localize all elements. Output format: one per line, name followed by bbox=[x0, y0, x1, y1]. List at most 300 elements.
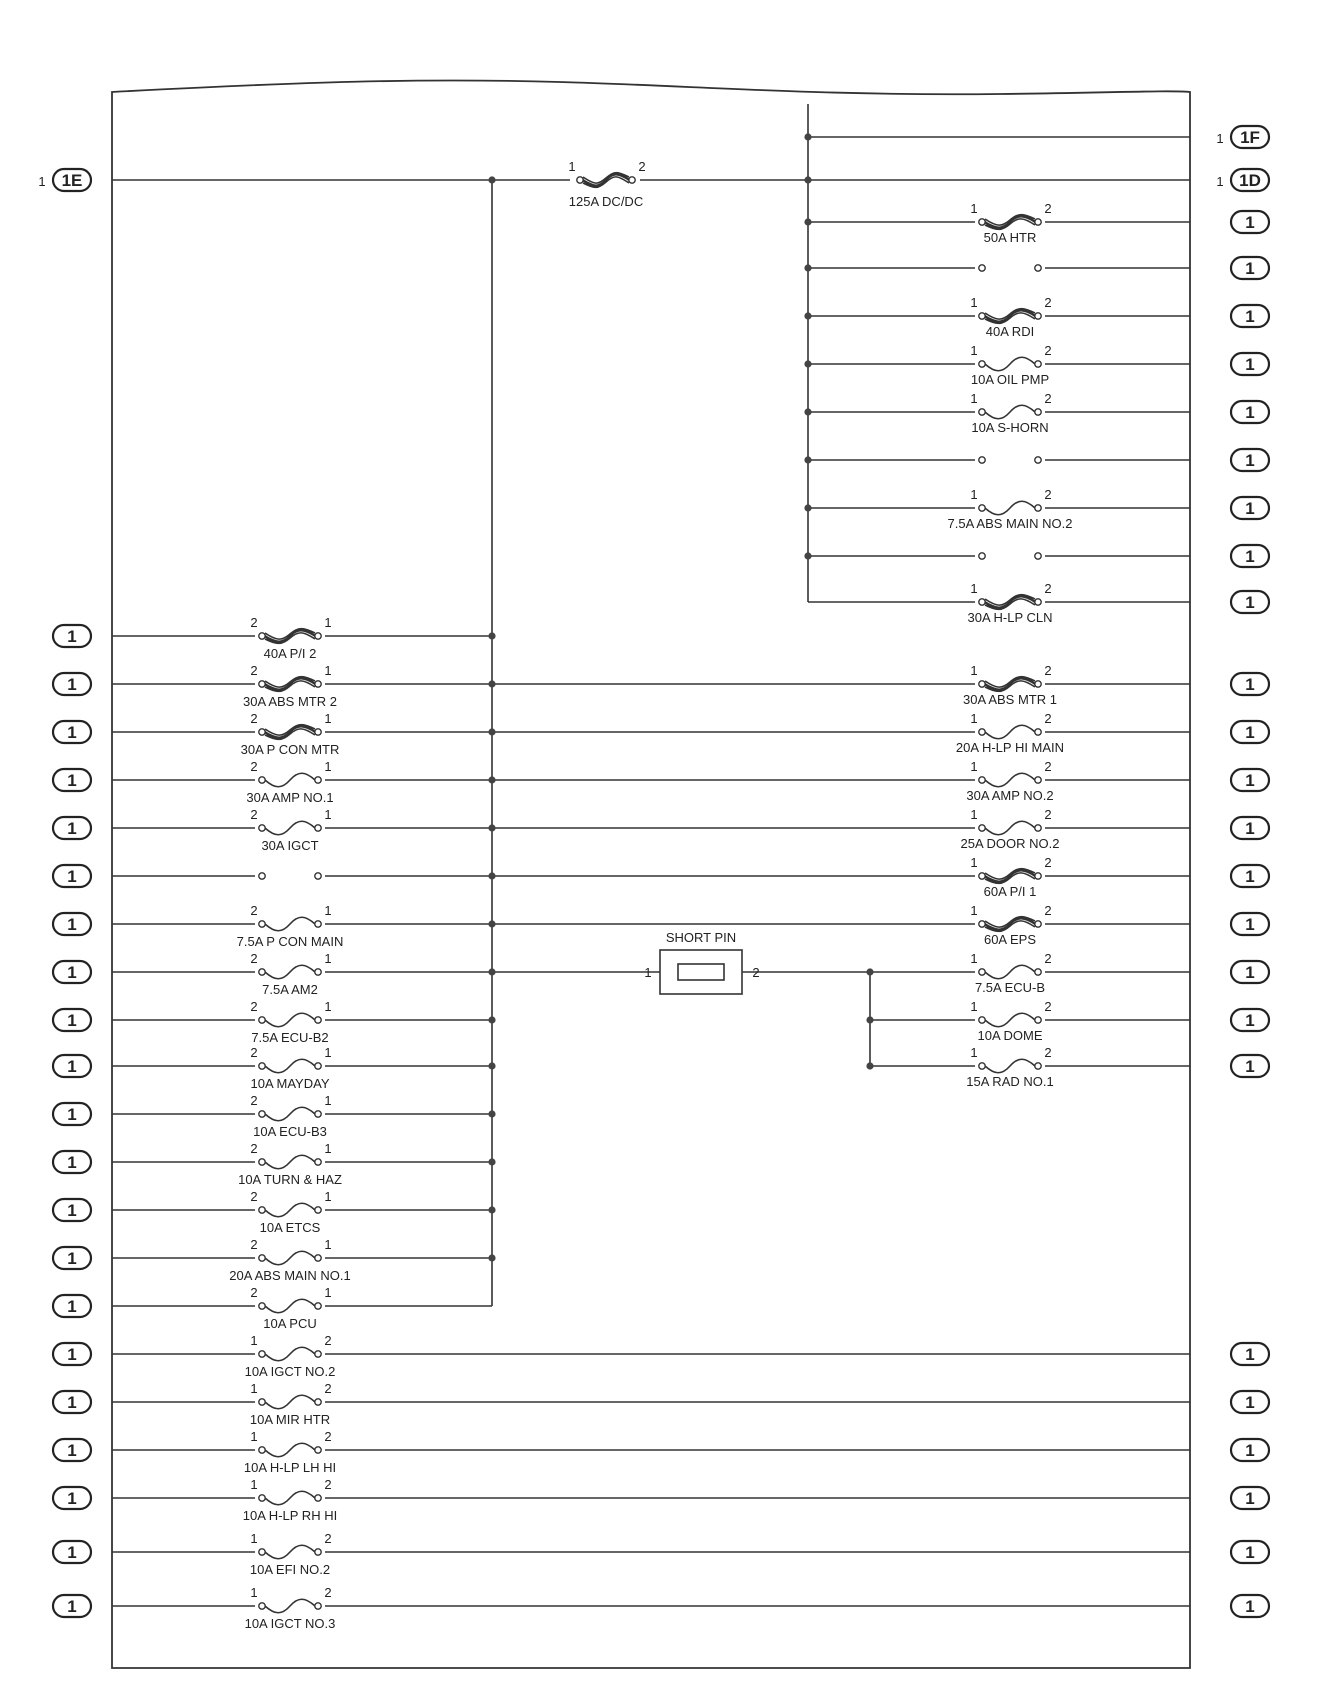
terminal bbox=[979, 553, 985, 559]
junction-dot bbox=[488, 824, 495, 831]
connector-number: 1 bbox=[67, 1201, 77, 1220]
fuse-icon-strand bbox=[985, 919, 1035, 930]
connector-number: 1 bbox=[67, 1543, 77, 1562]
fuse-pin-right: 1 bbox=[324, 759, 332, 774]
fuse-pin-right: 2 bbox=[1044, 903, 1052, 918]
fuse-pin-right: 2 bbox=[1044, 487, 1052, 502]
connector-number: 1 bbox=[1245, 963, 1255, 982]
junction-dot bbox=[488, 968, 495, 975]
fuse-label: 10A IGCT NO.2 bbox=[244, 1364, 336, 1379]
terminal bbox=[1035, 729, 1041, 735]
terminal bbox=[315, 681, 321, 687]
fuse-label: 7.5A ABS MAIN NO.2 bbox=[947, 516, 1073, 531]
terminal bbox=[259, 1063, 265, 1069]
fuse-pin-left: 1 bbox=[250, 1333, 258, 1348]
fuse-pin-right: 1 bbox=[324, 1141, 332, 1156]
fuse-pin-right: 2 bbox=[324, 1531, 332, 1546]
fuse-pin-right: 2 bbox=[1044, 855, 1052, 870]
terminal bbox=[259, 873, 265, 879]
fuse-pin-right: 1 bbox=[324, 1285, 332, 1300]
fuse-pin-right: 1 bbox=[324, 615, 332, 630]
connector-pin-number: 1 bbox=[1216, 174, 1224, 189]
fuse-icon bbox=[985, 965, 1035, 979]
fuse-label: 30A ABS MTR 2 bbox=[243, 694, 337, 709]
connector-number: 1 bbox=[67, 1011, 77, 1030]
terminal bbox=[979, 1017, 985, 1023]
connector-number: 1 bbox=[67, 1057, 77, 1076]
fuse-icon bbox=[265, 1395, 315, 1409]
fuse-pin-left: 2 bbox=[250, 807, 258, 822]
junction-dot bbox=[488, 1254, 495, 1261]
terminal bbox=[979, 777, 985, 783]
fuse-label: 20A ABS MAIN NO.1 bbox=[229, 1268, 351, 1283]
terminal bbox=[259, 633, 265, 639]
connector-number: 1 bbox=[1245, 1489, 1255, 1508]
fuse-pin-left: 1 bbox=[970, 711, 978, 726]
connector-number: 1F bbox=[1240, 128, 1260, 147]
fuse-pin-right: 2 bbox=[1044, 1045, 1052, 1060]
connector-number: 1 bbox=[1245, 259, 1255, 278]
terminal bbox=[979, 921, 985, 927]
connector-number: 1 bbox=[67, 1597, 77, 1616]
terminal bbox=[315, 1603, 321, 1609]
connector-number: 1 bbox=[1245, 355, 1255, 374]
fuse-label: 10A IGCT NO.3 bbox=[244, 1616, 336, 1631]
connector-number: 1 bbox=[1245, 499, 1255, 518]
fuse-pin-left: 1 bbox=[970, 855, 978, 870]
terminal bbox=[259, 1447, 265, 1453]
fuse-icon-strand bbox=[265, 679, 315, 690]
fuse-label: 10A MIR HTR bbox=[249, 1412, 331, 1427]
connector-number: 1 bbox=[1245, 403, 1255, 422]
connector-number: 1 bbox=[67, 1393, 77, 1412]
terminal bbox=[1035, 219, 1041, 225]
terminal bbox=[315, 1063, 321, 1069]
terminal bbox=[1035, 681, 1041, 687]
fuse-pin-left: 2 bbox=[250, 1045, 258, 1060]
connector-number: 1 bbox=[67, 867, 77, 886]
fuse-label: 125A DC/DC bbox=[568, 194, 644, 209]
fuse-pin-right: 1 bbox=[324, 1189, 332, 1204]
fuse-label: 7.5A AM2 bbox=[262, 982, 318, 997]
junction-dot bbox=[488, 680, 495, 687]
junction-dot bbox=[866, 1062, 873, 1069]
connector-number: 1 bbox=[67, 771, 77, 790]
fuse-label: 50A HTR bbox=[983, 230, 1037, 245]
terminal bbox=[1035, 599, 1041, 605]
fuse-icon bbox=[265, 773, 315, 787]
labels bbox=[38, 128, 1260, 1631]
connector-pin-number: 1 bbox=[1216, 131, 1224, 146]
fuse-label: 30A P CON MTR bbox=[240, 742, 340, 757]
connector-number: 1 bbox=[1245, 915, 1255, 934]
connector-number: 1 bbox=[67, 915, 77, 934]
fuse-label: 10A ECU-B3 bbox=[253, 1124, 327, 1139]
connector-number: 1 bbox=[67, 819, 77, 838]
terminal bbox=[315, 1447, 321, 1453]
fuse-label: 10A MAYDAY bbox=[250, 1076, 330, 1091]
fuse-icon-strand bbox=[265, 631, 315, 642]
junction-dot bbox=[804, 176, 811, 183]
connector-number: 1 bbox=[1245, 307, 1255, 326]
short-pin-box bbox=[660, 950, 742, 994]
connector-number: 1 bbox=[67, 1105, 77, 1124]
fuse-label: 60A EPS bbox=[983, 932, 1037, 947]
fuse-label: 60A P/I 1 bbox=[983, 884, 1037, 899]
fuse-pin-left: 2 bbox=[250, 903, 258, 918]
terminal bbox=[259, 1399, 265, 1405]
fuse-pin-right: 2 bbox=[638, 159, 646, 174]
terminal bbox=[1035, 265, 1041, 271]
fuse-pin-right: 1 bbox=[324, 1237, 332, 1252]
fuse-label: 7.5A P CON MAIN bbox=[236, 934, 344, 949]
terminal bbox=[259, 1603, 265, 1609]
fuse-pin-right: 1 bbox=[324, 1045, 332, 1060]
fuse-pin-left: 1 bbox=[970, 999, 978, 1014]
terminal bbox=[315, 729, 321, 735]
connector-number: 1 bbox=[67, 1489, 77, 1508]
fuse-icon bbox=[265, 917, 315, 931]
fuse-icon bbox=[985, 1013, 1035, 1027]
fuse-icon bbox=[265, 1155, 315, 1169]
fuse-pin-left: 1 bbox=[970, 759, 978, 774]
terminal bbox=[315, 777, 321, 783]
fuse-pin-right: 2 bbox=[1044, 999, 1052, 1014]
fuse-label: 40A RDI bbox=[985, 324, 1035, 339]
terminal bbox=[979, 361, 985, 367]
junction-dot bbox=[488, 1016, 495, 1023]
fuse-pin-left: 1 bbox=[250, 1429, 258, 1444]
fuse-icon bbox=[265, 1299, 315, 1313]
connector-number: 1 bbox=[1245, 593, 1255, 612]
fuse-label: 10A ETCS bbox=[259, 1220, 321, 1235]
terminal bbox=[1035, 361, 1041, 367]
fuse-pin-right: 1 bbox=[324, 951, 332, 966]
fuse-label: 10A S-HORN bbox=[971, 420, 1049, 435]
short-pin-label: SHORT PIN bbox=[665, 930, 737, 945]
connector-number: 1 bbox=[1245, 1345, 1255, 1364]
junction-dot bbox=[488, 1110, 495, 1117]
terminal bbox=[979, 681, 985, 687]
fuse-icon bbox=[985, 405, 1035, 419]
terminal bbox=[315, 633, 321, 639]
junction-dot bbox=[488, 920, 495, 927]
terminal bbox=[979, 873, 985, 879]
junction-dot bbox=[488, 776, 495, 783]
connector-number: 1 bbox=[67, 1345, 77, 1364]
terminal bbox=[259, 1351, 265, 1357]
terminal bbox=[1035, 921, 1041, 927]
fuse-icon-strand bbox=[985, 597, 1035, 608]
connector-number: 1 bbox=[1245, 213, 1255, 232]
fuse-icon bbox=[265, 1203, 315, 1217]
terminal bbox=[315, 921, 321, 927]
junction-dot bbox=[804, 264, 811, 271]
fuse-icon bbox=[265, 1443, 315, 1457]
fuse-icon bbox=[265, 1059, 315, 1073]
fuse-label: 40A P/I 2 bbox=[263, 646, 317, 661]
connector-number: 1 bbox=[1245, 1393, 1255, 1412]
fuse-pin-left: 2 bbox=[250, 1093, 258, 1108]
fuse-pin-left: 2 bbox=[250, 951, 258, 966]
fuse-icon-strand bbox=[985, 217, 1035, 228]
fuse-label: 7.5A ECU-B2 bbox=[251, 1030, 329, 1045]
connector-number: 1D bbox=[1239, 171, 1261, 190]
connector-number: 1 bbox=[1245, 547, 1255, 566]
fuse-pin-left: 1 bbox=[970, 343, 978, 358]
fuse-icon bbox=[265, 821, 315, 835]
fuse-pin-left: 1 bbox=[970, 951, 978, 966]
junction-dot bbox=[488, 632, 495, 639]
terminal bbox=[315, 1351, 321, 1357]
fuse-label: 30A H-LP CLN bbox=[967, 610, 1053, 625]
terminal bbox=[1035, 505, 1041, 511]
terminal bbox=[259, 921, 265, 927]
connector-number: 1 bbox=[67, 627, 77, 646]
fuse-pin-left: 2 bbox=[250, 759, 258, 774]
fuse-pin-right: 2 bbox=[324, 1477, 332, 1492]
fuse-icon bbox=[265, 1491, 315, 1505]
terminal bbox=[259, 1159, 265, 1165]
terminal bbox=[1035, 777, 1041, 783]
terminal bbox=[629, 177, 635, 183]
fuse-pin-right: 2 bbox=[1044, 343, 1052, 358]
fuse-label: 25A DOOR NO.2 bbox=[960, 836, 1060, 851]
connector-number: 1 bbox=[1245, 1543, 1255, 1562]
fuse-pin-left: 1 bbox=[970, 1045, 978, 1060]
junction-dot bbox=[488, 1158, 495, 1165]
terminal bbox=[979, 313, 985, 319]
terminal bbox=[1035, 1017, 1041, 1023]
fuse-label: 10A OIL PMP bbox=[970, 372, 1050, 387]
fuse-icon bbox=[265, 1545, 315, 1559]
terminal bbox=[979, 505, 985, 511]
connector-number: 1 bbox=[1245, 819, 1255, 838]
fuse-pin-left: 2 bbox=[250, 615, 258, 630]
connector-number: 1E bbox=[61, 171, 83, 190]
fuse-pin-right: 2 bbox=[324, 1381, 332, 1396]
connector-number: 1 bbox=[1245, 1597, 1255, 1616]
terminal bbox=[315, 1495, 321, 1501]
connector-number: 1 bbox=[1245, 723, 1255, 742]
fuse-pin-left: 1 bbox=[970, 487, 978, 502]
junction-dot bbox=[804, 456, 811, 463]
junction-dot bbox=[488, 728, 495, 735]
junction-dot bbox=[804, 360, 811, 367]
fuse-icon bbox=[985, 1059, 1035, 1073]
fuse-icon-strand bbox=[583, 175, 629, 186]
fuse-label: 10A H-LP LH HI bbox=[243, 1460, 337, 1475]
fuse-icon bbox=[985, 357, 1035, 371]
fuse-icon-strand bbox=[985, 679, 1035, 690]
fuse-icon bbox=[265, 1107, 315, 1121]
fuse-pin-right: 2 bbox=[1044, 951, 1052, 966]
terminal bbox=[1035, 457, 1041, 463]
connector-number: 1 bbox=[67, 723, 77, 742]
junction-dot bbox=[804, 552, 811, 559]
fuse-pin-left: 2 bbox=[250, 1285, 258, 1300]
fuse-pin-right: 1 bbox=[324, 807, 332, 822]
fuse-label: 10A TURN & HAZ bbox=[238, 1172, 342, 1187]
junction-dot bbox=[488, 1062, 495, 1069]
fuse-icon bbox=[985, 773, 1035, 787]
fuse-icon bbox=[265, 1347, 315, 1361]
short-pin-pin-right: 2 bbox=[752, 965, 760, 980]
connector-number: 1 bbox=[1245, 1011, 1255, 1030]
terminal bbox=[259, 1017, 265, 1023]
terminal bbox=[1035, 313, 1041, 319]
terminal bbox=[315, 1303, 321, 1309]
fuse-icon bbox=[265, 965, 315, 979]
junction-dot bbox=[488, 1206, 495, 1213]
fuse-pin-left: 1 bbox=[250, 1585, 258, 1600]
terminal bbox=[1035, 873, 1041, 879]
terminal bbox=[259, 729, 265, 735]
fuse-icon-strand bbox=[985, 311, 1035, 322]
fuse-icon bbox=[265, 1251, 315, 1265]
terminal bbox=[259, 969, 265, 975]
fuse-icon bbox=[265, 1013, 315, 1027]
fuse-label: 30A AMP NO.2 bbox=[966, 788, 1054, 803]
terminal bbox=[259, 1303, 265, 1309]
fuse-label: 10A DOME bbox=[977, 1028, 1043, 1043]
terminal bbox=[1035, 553, 1041, 559]
fuse-pin-right: 1 bbox=[324, 711, 332, 726]
terminal bbox=[1035, 1063, 1041, 1069]
fuse-pin-right: 2 bbox=[1044, 391, 1052, 406]
connector-number: 1 bbox=[1245, 867, 1255, 886]
terminal bbox=[259, 1207, 265, 1213]
components bbox=[53, 126, 1269, 1617]
terminal bbox=[979, 219, 985, 225]
junction-dot bbox=[866, 1016, 873, 1023]
terminal bbox=[259, 825, 265, 831]
fuse-pin-left: 2 bbox=[250, 1189, 258, 1204]
short-pin-pin-left: 1 bbox=[644, 965, 652, 980]
terminal bbox=[315, 1159, 321, 1165]
fuse-pin-left: 2 bbox=[250, 711, 258, 726]
fuse-pin-right: 2 bbox=[1044, 807, 1052, 822]
fuse-pin-left: 1 bbox=[970, 391, 978, 406]
fuse-pin-right: 1 bbox=[324, 1093, 332, 1108]
terminal bbox=[259, 1255, 265, 1261]
fuse-pin-right: 2 bbox=[1044, 295, 1052, 310]
fuse-pin-left: 1 bbox=[250, 1477, 258, 1492]
terminal bbox=[315, 1399, 321, 1405]
fuse-pin-right: 2 bbox=[324, 1585, 332, 1600]
fuse-icon bbox=[985, 501, 1035, 515]
terminal bbox=[979, 729, 985, 735]
terminal bbox=[979, 969, 985, 975]
fuse-label: 30A IGCT bbox=[261, 838, 319, 853]
fuse-pin-left: 1 bbox=[970, 663, 978, 678]
fuse-icon-strand bbox=[265, 727, 315, 738]
fuse-pin-right: 2 bbox=[324, 1333, 332, 1348]
terminal bbox=[979, 825, 985, 831]
terminal bbox=[315, 969, 321, 975]
fuse-label: 10A EFI NO.2 bbox=[249, 1562, 331, 1577]
fuse-label: 10A H-LP RH HI bbox=[242, 1508, 338, 1523]
fuse-pin-left: 1 bbox=[970, 295, 978, 310]
connector-number: 1 bbox=[67, 1249, 77, 1268]
junction-dot bbox=[804, 312, 811, 319]
connector-number: 1 bbox=[1245, 675, 1255, 694]
fuse-pin-right: 2 bbox=[1044, 581, 1052, 596]
terminal bbox=[259, 1549, 265, 1555]
connector-number: 1 bbox=[1245, 771, 1255, 790]
terminal bbox=[315, 825, 321, 831]
terminal bbox=[259, 681, 265, 687]
short-pin-icon bbox=[678, 964, 724, 980]
junction-dot bbox=[804, 504, 811, 511]
fuse-pin-right: 2 bbox=[1044, 201, 1052, 216]
fuse-icon bbox=[265, 1599, 315, 1613]
connector-number: 1 bbox=[1245, 1057, 1255, 1076]
terminal bbox=[315, 1549, 321, 1555]
terminal bbox=[259, 777, 265, 783]
terminal bbox=[1035, 969, 1041, 975]
connector-number: 1 bbox=[67, 1297, 77, 1316]
fuse-pin-right: 2 bbox=[1044, 711, 1052, 726]
fuse-pin-left: 1 bbox=[970, 807, 978, 822]
fuse-pin-right: 1 bbox=[324, 663, 332, 678]
fuse-pin-left: 1 bbox=[970, 581, 978, 596]
terminal bbox=[577, 177, 583, 183]
connector-number: 1 bbox=[1245, 1441, 1255, 1460]
fuse-pin-left: 2 bbox=[250, 1237, 258, 1252]
terminal bbox=[315, 1207, 321, 1213]
fuse-pin-left: 2 bbox=[250, 999, 258, 1014]
terminal bbox=[979, 1063, 985, 1069]
fuse-label: 15A RAD NO.1 bbox=[966, 1074, 1054, 1089]
junction-dot bbox=[804, 218, 811, 225]
junction-dot bbox=[866, 968, 873, 975]
fuse-label: 30A ABS MTR 1 bbox=[963, 692, 1057, 707]
fuse-label: 30A AMP NO.1 bbox=[246, 790, 334, 805]
fuse-pin-left: 1 bbox=[568, 159, 576, 174]
junction-dot bbox=[488, 176, 495, 183]
terminal bbox=[979, 457, 985, 463]
fuse-pin-right: 2 bbox=[1044, 759, 1052, 774]
terminal bbox=[259, 1495, 265, 1501]
terminal bbox=[979, 265, 985, 271]
fuse-label: 7.5A ECU-B bbox=[974, 980, 1046, 995]
connector-number: 1 bbox=[1245, 451, 1255, 470]
junction-dot bbox=[804, 133, 811, 140]
fuse-pin-left: 2 bbox=[250, 663, 258, 678]
connector-pin-number: 1 bbox=[38, 174, 46, 189]
terminal bbox=[315, 1255, 321, 1261]
fuse-pin-right: 1 bbox=[324, 903, 332, 918]
fuse-pin-right: 1 bbox=[324, 999, 332, 1014]
fuse-label: 20A H-LP HI MAIN bbox=[955, 740, 1065, 755]
fuse-pin-left: 2 bbox=[250, 1141, 258, 1156]
terminal bbox=[1035, 825, 1041, 831]
fuse-label: 10A PCU bbox=[263, 1316, 317, 1331]
terminal bbox=[315, 1017, 321, 1023]
terminal bbox=[315, 873, 321, 879]
junction-dot bbox=[804, 408, 811, 415]
fuse-pin-right: 2 bbox=[324, 1429, 332, 1444]
terminal bbox=[1035, 409, 1041, 415]
fuse-pin-right: 2 bbox=[1044, 663, 1052, 678]
junction-dot bbox=[488, 872, 495, 879]
fuse-pin-left: 1 bbox=[250, 1531, 258, 1546]
fuse-pin-left: 1 bbox=[970, 201, 978, 216]
fuse-pin-left: 1 bbox=[970, 903, 978, 918]
connector-number: 1 bbox=[67, 1153, 77, 1172]
terminal bbox=[259, 1111, 265, 1117]
